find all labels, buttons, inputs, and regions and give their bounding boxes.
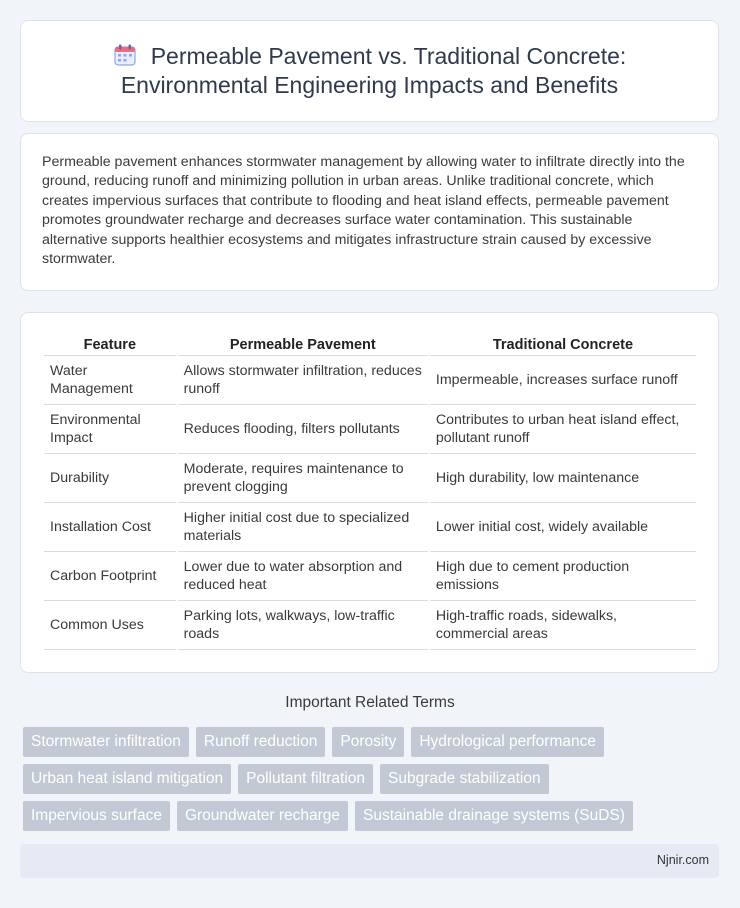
table-header-row (44, 333, 696, 356)
permeable-cell: Lower due to water absorption and reduced heat (178, 552, 428, 601)
footer-site-link[interactable]: Njnir.com (656, 853, 709, 867)
calendar-icon (113, 43, 137, 67)
permeable-cell: Moderate, requires maintenance to prevent clogging (178, 454, 428, 503)
comparison-card (20, 312, 719, 673)
tag-urban-heat-island-mitigation[interactable]: Urban heat island mitigation (23, 764, 231, 794)
header-permeable: Permeable Pavement (178, 333, 428, 356)
concrete-cell: High-traffic roads, sidewalks, commercial areas (430, 601, 696, 650)
related-terms-tags (23, 727, 703, 838)
tag-groundwater-recharge[interactable]: Groundwater recharge (177, 801, 348, 831)
comparison-table (42, 333, 698, 650)
page-title (83, 42, 657, 100)
concrete-cell: Lower initial cost, widely available (430, 503, 696, 552)
concrete-cell: Impermeable, increases surface runoff (430, 356, 696, 405)
feature-cell: Common Uses (44, 601, 176, 650)
concrete-cell: High due to cement production emissions (430, 552, 696, 601)
tag-row (23, 727, 703, 757)
permeable-cell: Allows stormwater infiltration, reduces runoff (178, 356, 428, 405)
header-concrete: Traditional Concrete (430, 333, 696, 356)
footer (20, 844, 719, 878)
table-row (44, 601, 696, 650)
tag-row (23, 764, 703, 794)
table-row (44, 356, 696, 405)
intro-paragraph: Permeable pavement enhances stormwater management by allowing water to infiltrate directly into the ground, reducing runoff and minimizing pollution in urban areas. Unlike traditional concrete, which creates impervious surfaces that contribute to flooding and heat island effects, permeable pavement promotes groundwater recharge and decreases surface water contamination. This sustainable alternative supports healthier ecosystems and mitigates infrastructure strain caused by excessive stormwater. (42, 154, 685, 268)
feature-cell: Installation Cost (44, 503, 176, 552)
title-card (20, 20, 719, 122)
tag-porosity[interactable]: Porosity (332, 727, 404, 757)
table-row (44, 454, 696, 503)
feature-cell: Carbon Footprint (44, 552, 176, 601)
tag-subgrade-stabilization[interactable]: Subgrade stabilization (380, 764, 549, 794)
feature-cell: Durability (44, 454, 176, 503)
title-line-1: Permeable Pavement vs. Traditional Concrete: (150, 43, 627, 69)
permeable-cell: Reduces flooding, filters pollutants (178, 405, 428, 454)
table-row (44, 405, 696, 454)
permeable-cell: Parking lots, walkways, low-traffic roads (178, 601, 428, 650)
table-row (44, 503, 696, 552)
feature-cell: Water Management (44, 356, 176, 405)
tag-row (23, 801, 703, 831)
tag-impervious-surface[interactable]: Impervious surface (23, 801, 170, 831)
concrete-cell: Contributes to urban heat island effect, pollutant runoff (430, 405, 696, 454)
tag-stormwater-infiltration[interactable]: Stormwater infiltration (23, 727, 189, 757)
concrete-cell: High durability, low maintenance (430, 454, 696, 503)
tag-hydrological-performance[interactable]: Hydrological performance (411, 727, 604, 757)
tag-pollutant-filtration[interactable]: Pollutant filtration (238, 764, 373, 794)
permeable-cell: Higher initial cost due to specialized materials (178, 503, 428, 552)
title-line-2: Environmental Engineering Impacts and Benefits (120, 72, 619, 98)
tag-runoff-reduction[interactable]: Runoff reduction (196, 727, 325, 757)
table-row (44, 552, 696, 601)
feature-cell: Environmental Impact (44, 405, 176, 454)
header-feature: Feature (44, 333, 176, 356)
tag-sustainable-drainage-systems[interactable]: Sustainable drainage systems (SuDS) (355, 801, 633, 831)
related-terms-title: Important Related Terms (285, 694, 455, 711)
intro-card (20, 133, 719, 291)
